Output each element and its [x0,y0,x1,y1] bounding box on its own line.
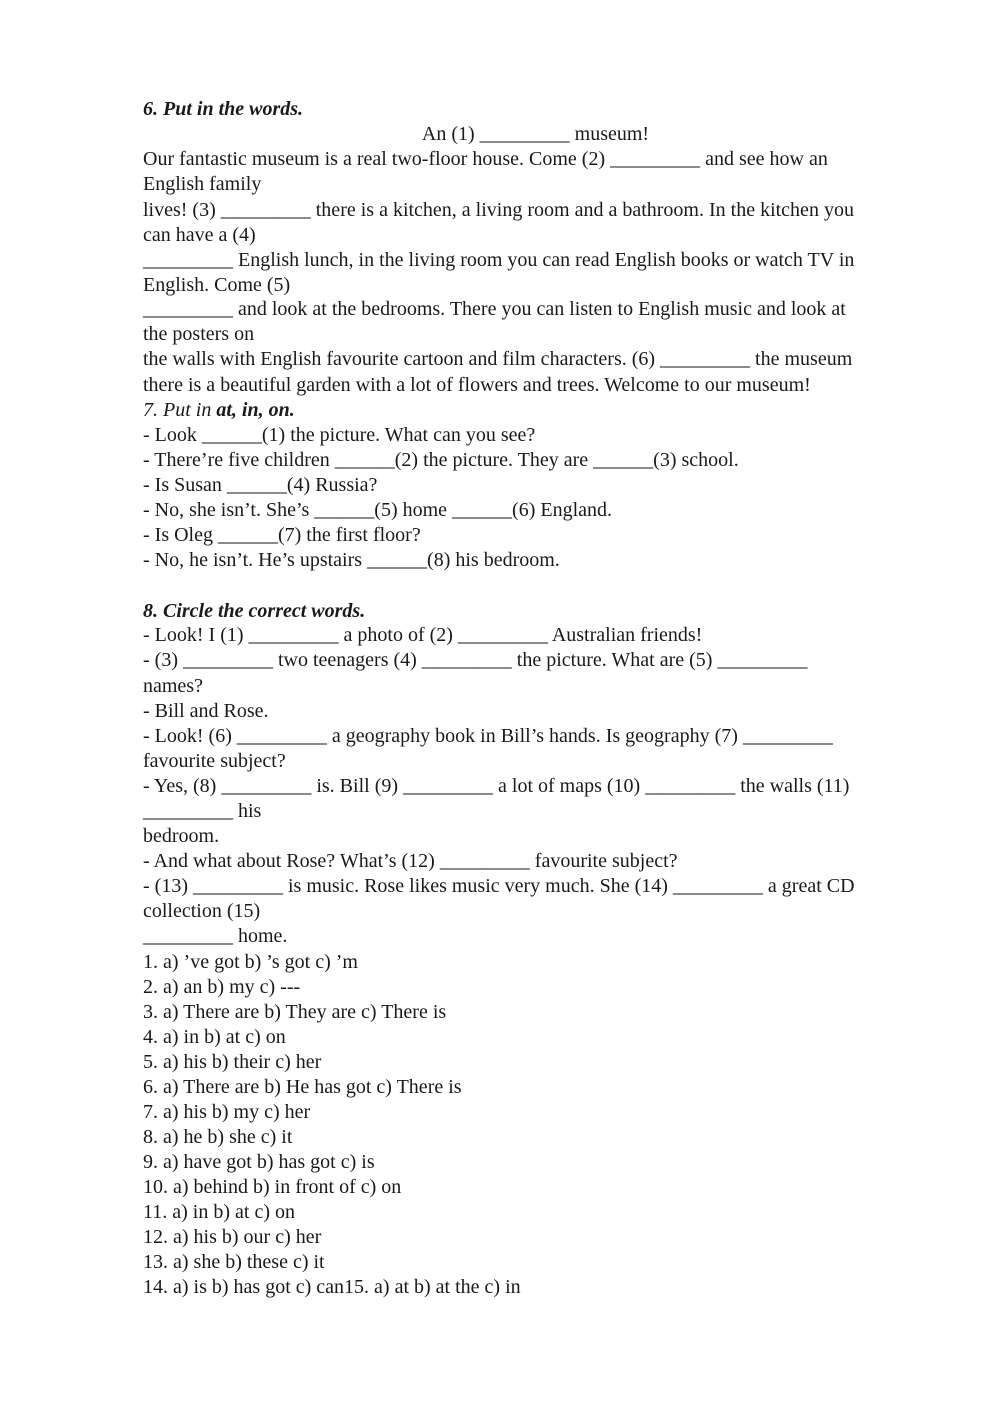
exercise-6-line: the walls with English favourite cartoon and film characters. (6) _________ the museum [143,348,853,370]
answer-option: 7. a) his b) my c) her [143,1101,311,1123]
answer-option: 2. a) an b) my c) --- [143,976,301,998]
answer-option: 3. a) There are b) They are c) There is [143,1001,447,1023]
exercise-6-line: English. Come (5) [143,274,291,296]
exercise-6-line: the posters on [143,323,255,345]
exercise-7-line: - Look ______(1) the picture. What can you see? [143,424,536,446]
exercise-8-line: _________ his [143,800,262,822]
exercise-7-line: - Is Oleg ______(7) the first floor? [143,524,421,546]
answer-option: 5. a) his b) their c) her [143,1051,322,1073]
exercise-7-line: - Is Susan ______(4) Russia? [143,474,378,496]
answer-option: 6. a) There are b) He has got c) There is [143,1076,462,1098]
exercise-6-line: _________ English lunch, in the living room you can read English books or watch TV in [143,249,855,271]
exercise-7-line: - There’re five children ______(2) the picture. They are ______(3) school. [143,449,739,471]
answer-option: 10. a) behind b) in front of c) on [143,1176,402,1198]
exercise-8-line: bedroom. [143,825,220,847]
exercise-6-line: lives! (3) _________ there is a kitchen, a living room and a bathroom. In the kitchen you [143,199,854,221]
answer-option: 4. a) in b) at c) on [143,1026,286,1048]
exercise-6-title: An (1) _________ museum! [421,123,650,145]
answer-option: 8. a) he b) she c) it [143,1126,293,1148]
exercise-6-line: can have a (4) [143,224,256,246]
exercise-8-heading: 8. Circle the correct words. [143,600,366,622]
answer-option: 1. a) ’ve got b) ’s got c) ’m [143,951,358,973]
answer-option: 14. a) is b) has got c) can15. a) at b) at the c) in [143,1276,521,1298]
exercise-6-line: there is a beautiful garden with a lot of flowers and trees. Welcome to our museum! [143,374,811,396]
exercise-8-line: - Look! I (1) _________ a photo of (2) _________ Australian friends! [143,624,703,646]
exercise-8-line: collection (15) [143,900,261,922]
exercise-8-line: favourite subject? [143,750,286,772]
exercise-8-line: - Bill and Rose. [143,700,269,722]
exercise-8-line: - (3) _________ two teenagers (4) _________ the picture. What are (5) _________ [143,649,808,671]
exercise-7-line: - No, he isn’t. He’s upstairs ______(8) his bedroom. [143,549,560,571]
answer-option: 13. a) she b) these c) it [143,1251,325,1273]
exercise-7-heading-prefix: 7. Put in [143,399,217,421]
exercise-8-line: - And what about Rose? What’s (12) _________ favourite subject? [143,850,678,872]
answer-option: 11. a) in b) at c) on [143,1201,295,1223]
exercise-8-line: - (13) _________ is music. Rose likes music very much. She (14) _________ a great CD [143,875,855,897]
exercise-7-line: - No, she isn’t. She’s ______(5) home ______(6) England. [143,499,613,521]
exercise-8-line: - Yes, (8) _________ is. Bill (9) _________ a lot of maps (10) _________ the walls (11) [143,775,850,797]
exercise-6-line: _________ and look at the bedrooms. There you can listen to English music and look at [143,298,846,320]
exercise-6-line: Our fantastic museum is a real two-floor house. Come (2) _________ and see how an [143,148,828,170]
exercise-8-line: _________ home. [143,925,288,947]
exercise-7-heading-words: at, in, on. [216,399,295,421]
answer-option: 12. a) his b) our c) her [143,1226,322,1248]
exercise-6-line: English family [143,173,262,195]
answer-option: 9. a) have got b) has got c) is [143,1151,375,1173]
exercise-8-line: names? [143,675,203,697]
exercise-6-heading: 6. Put in the words. [143,98,304,120]
exercise-8-line: - Look! (6) _________ a geography book in Bill’s hands. Is geography (7) _________ [143,725,833,747]
exercise-7-heading [143,398,295,422]
